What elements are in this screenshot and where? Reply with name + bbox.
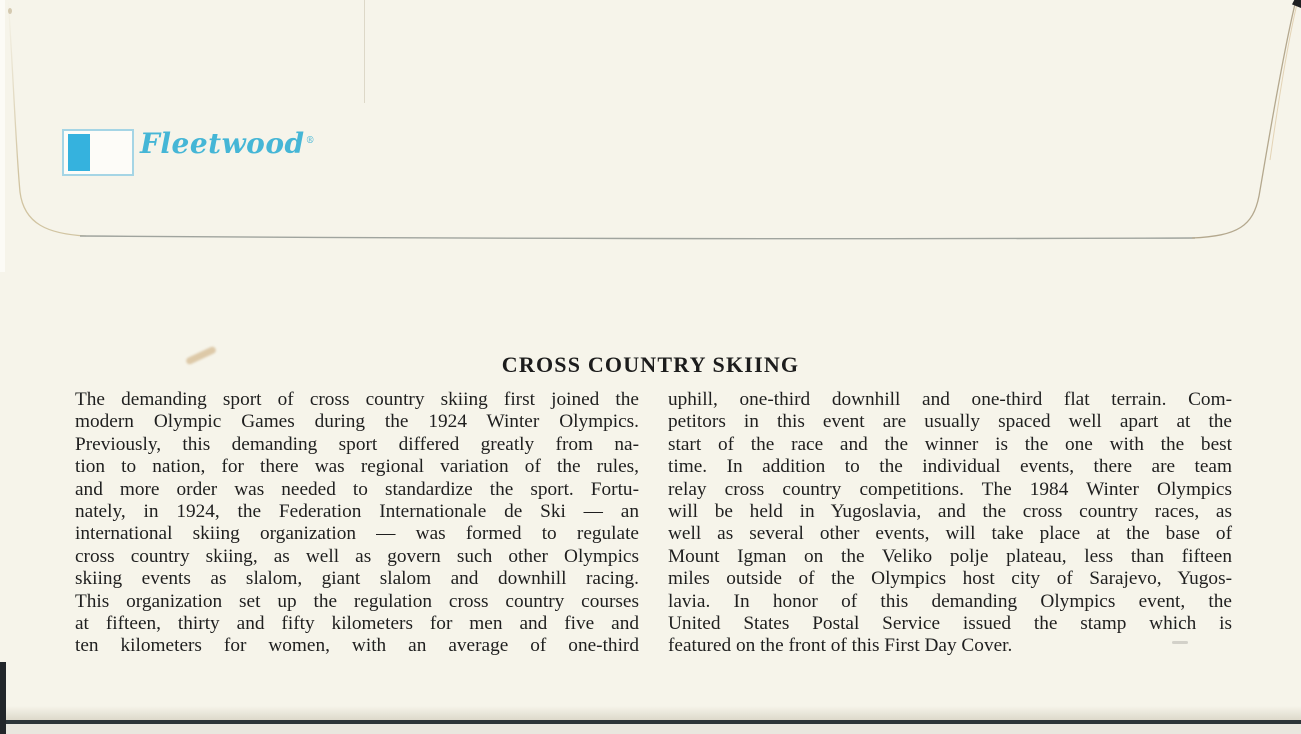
text-line: well as several other events, will take place at the base of (668, 523, 1232, 545)
text-line: Previously, this demanding sport differed greatly from na- (75, 433, 639, 455)
text-line: nately, in 1924, the Federation Internationale de Ski — an (75, 501, 639, 523)
text-line: United States Postal Service issued the stamp which is (668, 613, 1232, 635)
text-line: at fifteen, thirty and fifty kilometers for men and five and (75, 613, 639, 635)
top-right-corner-mark (1292, 0, 1301, 8)
bottom-edge-shadow (0, 706, 1301, 720)
text-line: This organization set up the regulation cross country courses (75, 590, 639, 612)
article-title: CROSS COUNTRY SKIING (501, 352, 800, 377)
text-line: time. In addition to the individual events, there are team (668, 456, 1232, 478)
text-line: uphill, one-third downhill and one-third flat terrain. Com- (668, 389, 1232, 410)
column-right (668, 389, 1232, 658)
text-line: Mount Igman on the Veliko polje plateau, less than fifteen (668, 545, 1232, 567)
text-line: will be held in Yugoslavia, and the cross country races, as (668, 501, 1232, 523)
text-line: lavia. In honor of this demanding Olympics event, the (668, 590, 1232, 612)
logo-box-blue-fill (68, 134, 90, 171)
text-line: miles outside of the Olympics host city of Sarajevo, Yugos- (668, 568, 1232, 590)
text-line: tion to nation, for there was regional variation of the rules, (75, 456, 639, 478)
logo-wordmark (140, 127, 315, 160)
column-left (75, 389, 639, 658)
crease-mark (364, 0, 365, 103)
text-line: The demanding sport of cross country skiing first joined the (75, 389, 639, 410)
stain-speck (8, 8, 12, 14)
text-line: petitors in this event are usually spaced well apart at the (668, 411, 1232, 433)
text-line: cross country skiing, as well as govern such other Olympics (75, 545, 639, 567)
text-line: skiing events as slalom, giant slalom and downhill racing. (75, 568, 639, 590)
text-line: and more order was needed to standardize the sport. Fortu- (75, 478, 639, 500)
scan-background-strip (0, 724, 1301, 734)
text-line: ten kilometers for women, with an average of one-third (75, 635, 639, 657)
bottom-left-edge-mark (0, 662, 6, 734)
text-line: featured on the front of this First Day Cover. (668, 635, 1013, 657)
text-line: modern Olympic Games during the 1924 Winter Olympics. (75, 411, 639, 433)
stain-dash (1172, 641, 1188, 644)
logo-box (62, 129, 134, 176)
text-line: start of the race and the winner is the one with the best (668, 433, 1232, 455)
text-line: relay cross country competitions. The 1984 Winter Olympics (668, 478, 1232, 500)
article-text-columns (75, 389, 1232, 658)
registered-trademark-symbol: ® (305, 135, 316, 146)
scan-left-edge (0, 0, 5, 272)
text-line: international skiing organization — was formed to regulate (75, 523, 639, 545)
brand-name: Fleetwood (140, 127, 305, 160)
